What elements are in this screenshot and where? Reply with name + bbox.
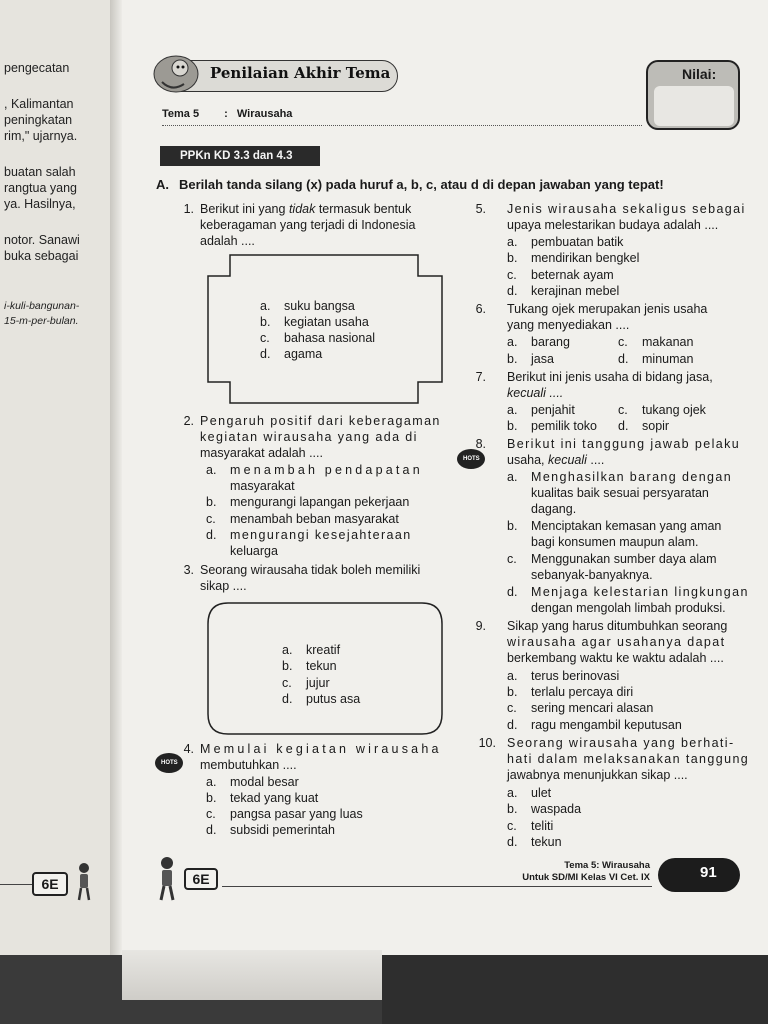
question-emphasis: kecuali ....	[507, 386, 564, 400]
option-d[interactable]	[282, 691, 360, 707]
option-b[interactable]	[282, 658, 337, 674]
background-surface	[382, 955, 768, 1024]
question-text: kegiatan wirausaha yang ada di	[200, 430, 418, 444]
option-a[interactable]	[206, 462, 423, 478]
option-letter: b.	[507, 802, 518, 816]
question-text: Sikap yang harus ditumbuhkan seorang	[507, 619, 728, 633]
prev-page-text: 15-m-per-bulan.	[4, 315, 79, 327]
option-b[interactable]	[507, 684, 633, 700]
option-a[interactable]	[507, 402, 575, 418]
question-text: jawabnya menunjukkan sikap ....	[507, 768, 688, 782]
option-d[interactable]	[618, 418, 669, 434]
option-a[interactable]	[206, 774, 299, 790]
option-text: beternak ayam	[531, 268, 614, 282]
option-text: ulet	[531, 786, 552, 800]
option-b[interactable]	[206, 790, 318, 806]
question-6	[466, 301, 746, 335]
question-number: 10.	[478, 736, 496, 750]
footer-theme: Tema 5: Wirausaha	[564, 860, 650, 871]
option-c[interactable]	[282, 675, 330, 691]
option-letter: d.	[618, 419, 629, 433]
option-b[interactable]	[206, 494, 409, 510]
option-text: jujur	[306, 676, 330, 690]
question-5	[466, 201, 746, 235]
option-letter: d.	[206, 823, 217, 837]
page-stack-edge	[122, 950, 382, 1000]
question-number: 1.	[183, 202, 194, 216]
option-a[interactable]	[507, 334, 570, 350]
option-letter: d.	[618, 352, 629, 366]
question-text: Berikut ini yang	[200, 202, 289, 216]
option-text: pembuatan batik	[531, 235, 624, 249]
option-text: kerajinan mebel	[531, 284, 620, 298]
option-c[interactable]	[507, 700, 653, 716]
option-text: sering mencari alasan	[531, 701, 654, 715]
question-number: 5.	[475, 202, 486, 216]
question-3	[174, 562, 454, 596]
previous-page	[0, 0, 122, 955]
prev-page-text: pengecatan	[4, 61, 70, 75]
option-d[interactable]	[206, 527, 412, 543]
option-letter: d.	[507, 284, 518, 298]
question-number: 9.	[475, 619, 486, 633]
question-text: termasuk bentuk	[315, 202, 412, 216]
theme-label: Tema 5	[162, 108, 200, 120]
option-a[interactable]	[507, 668, 619, 684]
option-b[interactable]	[507, 801, 581, 817]
question-text: sikap ....	[200, 579, 247, 593]
option-text: sopir	[642, 419, 670, 433]
option-letter: d.	[507, 585, 518, 599]
option-letter: d.	[206, 528, 217, 542]
option-letter: c.	[618, 403, 628, 417]
option-d[interactable]	[260, 346, 322, 362]
option-c[interactable]	[618, 334, 693, 350]
question-text: hati dalam melaksanakan tanggung	[507, 752, 750, 766]
prev-page-text: ya. Hasilnya,	[4, 197, 76, 211]
option-text: barang	[531, 335, 570, 349]
hots-label: HOTS	[161, 760, 178, 766]
option-letter: a.	[507, 403, 518, 417]
option-d[interactable]	[618, 351, 693, 367]
question-text: Seorang wirausaha yang berhati-	[507, 736, 735, 750]
option-text: ragu mengambil keputusan	[531, 718, 682, 732]
option-a[interactable]	[260, 298, 355, 314]
option-a[interactable]	[507, 785, 551, 801]
option-letter: c.	[260, 331, 270, 345]
option-letter: a.	[507, 470, 518, 484]
option-text-continued: dagang.	[531, 502, 577, 516]
question-number: 2.	[183, 414, 194, 428]
option-letter: a.	[507, 669, 518, 683]
class-badge: 6E	[184, 868, 218, 890]
option-letter: c.	[618, 335, 628, 349]
question-10	[466, 735, 750, 785]
question-number: 7.	[475, 370, 486, 384]
option-text: minuman	[642, 352, 694, 366]
question-text: upaya melestarikan budaya adalah ....	[507, 218, 719, 232]
question-4	[174, 741, 454, 775]
option-text: agama	[284, 347, 323, 361]
question-text: Berikut ini tanggung jawab pelaku	[507, 437, 741, 451]
option-text-continued: keluarga	[230, 544, 278, 558]
question-8	[466, 436, 746, 470]
option-d[interactable]	[507, 717, 682, 733]
option-letter: a.	[507, 335, 518, 349]
option-letter: b.	[507, 419, 518, 433]
question-emphasis: tidak	[288, 202, 316, 216]
option-text: tukang ojek	[642, 403, 706, 417]
option-text: terlalu percaya diri	[531, 685, 634, 699]
option-text: waspada	[531, 802, 582, 816]
prev-page-text: peningkatan	[4, 113, 73, 127]
theme-line	[162, 108, 292, 120]
option-letter: a.	[206, 463, 217, 477]
option-text-continued: dengan mengolah limbah produksi.	[531, 601, 726, 615]
option-text: terus berinovasi	[531, 669, 620, 683]
option-letter: a.	[260, 299, 271, 313]
option-letter: a.	[206, 775, 217, 789]
question-number: 6.	[475, 302, 486, 316]
option-text: tekun	[306, 659, 337, 673]
score-field[interactable]	[654, 86, 734, 126]
option-a[interactable]	[507, 469, 732, 485]
footer-rule	[222, 886, 652, 887]
option-b[interactable]	[507, 418, 597, 434]
option-text: putus asa	[306, 692, 361, 706]
question-7	[466, 369, 746, 403]
option-a[interactable]	[507, 234, 623, 250]
option-c[interactable]	[507, 818, 553, 834]
option-text: modal besar	[230, 775, 299, 789]
option-letter: c.	[507, 819, 517, 833]
prev-page-badge: 6E	[32, 872, 68, 896]
option-text: kreatif	[306, 643, 341, 657]
option-text: mengurangi lapangan pekerjaan	[230, 495, 410, 509]
option-text: pangsa pasar yang luas	[230, 807, 363, 821]
prev-page-text: rim," ujarnya.	[4, 129, 78, 143]
option-letter: d.	[507, 835, 518, 849]
option-text: jasa	[531, 352, 554, 366]
option-text-continued: masyarakat	[230, 479, 295, 493]
option-c[interactable]	[507, 267, 614, 283]
option-text: suku bangsa	[284, 299, 355, 313]
option-d[interactable]	[206, 822, 335, 838]
option-letter: b.	[507, 519, 518, 533]
option-text-continued: bagi konsumen maupun alam.	[531, 535, 699, 549]
theme-value: Wirausaha	[236, 108, 293, 120]
option-letter: b.	[206, 495, 217, 509]
child-figure-icon	[155, 856, 179, 902]
theme-separator: :	[224, 108, 228, 120]
question-text: wirausaha agar usahanya dapat	[507, 635, 726, 649]
question-text: Jenis wirausaha sekaligus sebagai	[507, 202, 746, 216]
question-text: ....	[586, 453, 605, 467]
footer-text	[460, 860, 650, 884]
footer-grade: Untuk SD/MI Kelas VI Cet. IX	[522, 872, 650, 883]
option-c[interactable]	[260, 330, 375, 346]
option-text: tekun	[531, 835, 562, 849]
option-text: bahasa nasional	[284, 331, 376, 345]
option-text: menambah pendapatan	[230, 463, 423, 477]
option-letter: b.	[507, 352, 518, 366]
question-number: 4.	[183, 742, 194, 756]
score-label: Nilai:	[682, 66, 717, 82]
option-letter: c.	[282, 676, 292, 690]
option-text-continued: kualitas baik sesuai persyaratan	[531, 486, 709, 500]
question-text: masyarakat adalah ....	[200, 446, 323, 460]
option-d[interactable]	[507, 283, 619, 299]
option-text: Menggunakan sumber daya alam	[531, 552, 717, 566]
option-letter: c.	[507, 701, 517, 715]
mascot-icon	[150, 52, 206, 98]
option-text: menambah beban masyarakat	[230, 512, 399, 526]
option-text: Menciptakan kemasan yang aman	[531, 519, 722, 533]
header-divider	[162, 125, 642, 126]
option-text-continued: sebanyak-banyaknya.	[531, 568, 653, 582]
instruction-text: Berilah tanda silang (x) pada huruf a, b, c, atau d di depan jawaban yang tepat!	[179, 177, 664, 192]
option-letter: c.	[206, 512, 216, 526]
option-b[interactable]	[507, 351, 554, 367]
prev-page-text: notor. Sanawi	[4, 233, 80, 247]
option-text: penjahit	[531, 403, 575, 417]
option-letter: a.	[507, 235, 518, 249]
prev-page-text: buatan salah	[4, 165, 76, 179]
question-text: membutuhkan ....	[200, 758, 297, 772]
option-letter: b.	[507, 251, 518, 265]
option-letter: a.	[282, 643, 293, 657]
question-text: Memulai kegiatan wirausaha	[200, 742, 442, 756]
question-text: Seorang wirausaha tidak boleh memiliki	[200, 563, 421, 577]
option-letter: d.	[507, 718, 518, 732]
prev-page-text: , Kalimantan	[4, 97, 74, 111]
option-c[interactable]	[618, 402, 706, 418]
option-c[interactable]	[206, 511, 399, 527]
question-text: keberagaman yang terjadi di Indonesia	[200, 218, 416, 232]
question-text: Tukang ojek merupakan jenis usaha	[507, 302, 708, 316]
section-label: A.	[156, 177, 169, 192]
prev-page-text: buka sebagai	[4, 249, 79, 263]
option-letter: a.	[507, 786, 518, 800]
option-b[interactable]	[507, 250, 639, 266]
prev-page-text: i-kuli-bangunan-	[4, 300, 80, 312]
option-letter: b.	[282, 659, 293, 673]
option-text: pemilik toko	[531, 419, 597, 433]
option-letter: b.	[260, 315, 271, 329]
option-text: mengurangi kesejahteraan	[230, 528, 412, 542]
option-text: kegiatan usaha	[284, 315, 369, 329]
question-emphasis: kecuali	[548, 453, 587, 467]
prev-page-footer-rule	[0, 884, 32, 885]
question-text: adalah ....	[200, 234, 255, 248]
question-2	[174, 413, 454, 463]
option-c[interactable]	[507, 551, 717, 567]
question-text: Berikut ini jenis usaha di bidang jasa,	[507, 370, 713, 384]
option-letter: d.	[260, 347, 271, 361]
option-text: Menjaga kelestarian lingkungan	[531, 585, 749, 599]
option-letter: c.	[507, 268, 517, 282]
question-text: yang menyediakan ....	[507, 318, 630, 332]
option-text: mendirikan bengkel	[531, 251, 640, 265]
option-d[interactable]	[507, 834, 562, 850]
option-letter: c.	[206, 807, 216, 821]
question-1	[174, 201, 454, 251]
option-letter: c.	[507, 552, 517, 566]
option-text: Menghasilkan barang dengan	[531, 470, 733, 484]
question-text: Pengaruh positif dari keberagaman	[200, 414, 441, 428]
question-text: usaha,	[507, 453, 549, 467]
option-d[interactable]	[507, 584, 749, 600]
option-text: makanan	[642, 335, 694, 349]
option-text: tekad yang kuat	[230, 791, 319, 805]
option-b[interactable]	[260, 314, 369, 330]
option-c[interactable]	[206, 806, 363, 822]
question-number: 8.	[475, 437, 486, 451]
option-a[interactable]	[282, 642, 340, 658]
option-text: teliti	[531, 819, 554, 833]
option-letter: b.	[507, 685, 518, 699]
option-b[interactable]	[507, 518, 721, 534]
question-number: 3.	[183, 563, 194, 577]
question-text: berkembang waktu ke waktu adalah ....	[507, 651, 724, 665]
page-number-tab	[658, 858, 740, 892]
child-figure-icon	[74, 862, 94, 902]
question-9	[466, 618, 746, 668]
prev-page-text: rangtua yang	[4, 181, 77, 195]
page-title: Penilaian Akhir Tema	[210, 64, 391, 82]
option-letter: d.	[282, 692, 293, 706]
option-letter: b.	[206, 791, 217, 805]
subject-tag: PPKn KD 3.3 dan 4.3	[160, 146, 320, 166]
hots-label: HOTS	[463, 456, 480, 462]
page-number: 91	[700, 864, 717, 881]
section-instruction	[156, 177, 664, 192]
option-text: subsidi pemerintah	[230, 823, 335, 837]
